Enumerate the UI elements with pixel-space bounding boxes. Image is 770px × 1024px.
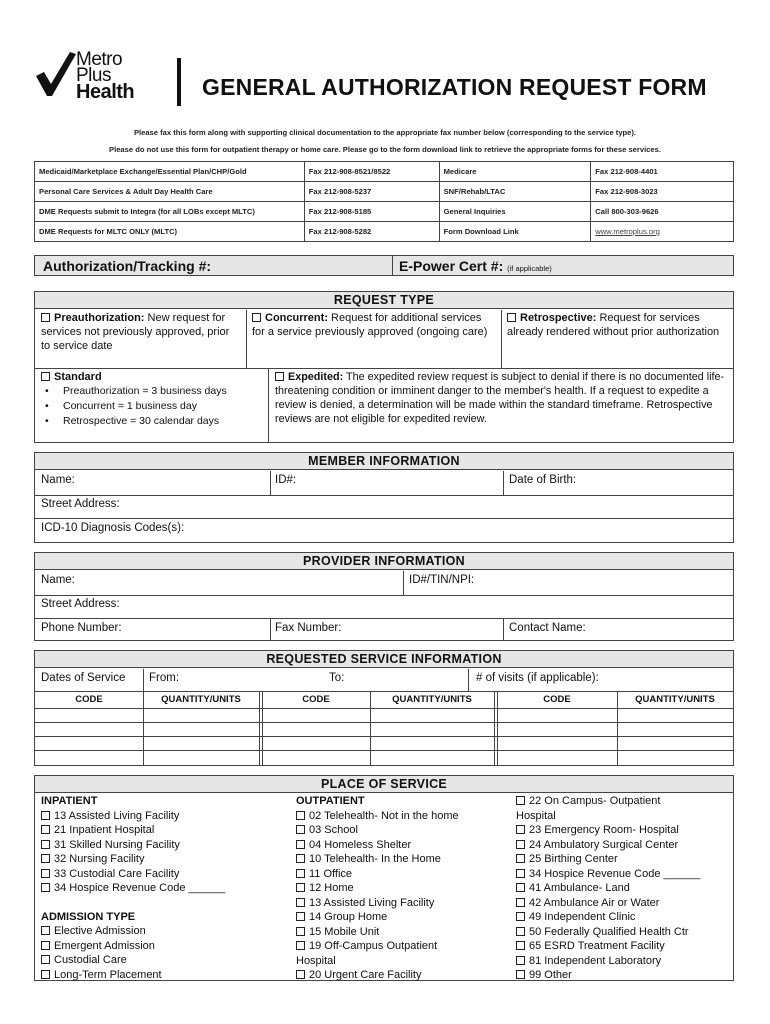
logo-line-1: Metro <box>76 49 123 70</box>
checkbox-item[interactable]: 49 Independent Clinic <box>516 910 732 925</box>
checkbox[interactable] <box>252 313 261 322</box>
epower-label: E-Power Cert #: <box>399 258 504 274</box>
code-header: CODE <box>543 694 571 705</box>
checkbox-item[interactable]: 10 Telehealth- In the Home <box>296 852 514 867</box>
checkbox-item[interactable]: Custodial Care <box>41 953 291 968</box>
provider-phone-field[interactable]: Phone Number: <box>41 622 122 634</box>
checkbox-item[interactable]: 32 Nursing Facility <box>41 852 291 867</box>
checkbox[interactable] <box>296 912 305 921</box>
fax-number-table <box>34 161 734 242</box>
request-type-section <box>34 291 734 443</box>
table-row <box>35 162 734 182</box>
checkbox-item[interactable]: 41 Ambulance- Land <box>516 881 732 896</box>
expedited-option[interactable] <box>275 370 729 426</box>
checkbox[interactable] <box>296 840 305 849</box>
quantity-header: QUANTITY/UNITS <box>635 694 715 705</box>
member-dob-field[interactable]: Date of Birth: <box>509 474 577 486</box>
checkbox-item[interactable]: 65 ESRD Treatment Facility <box>516 939 732 954</box>
checkbox-item[interactable]: Elective Admission <box>41 924 291 939</box>
checkbox[interactable] <box>296 811 305 820</box>
service-header: REQUESTED SERVICE INFORMATION <box>35 651 733 668</box>
form-download-link[interactable]: www.metroplus.org <box>595 227 660 236</box>
checkbox-item[interactable]: 20 Urgent Care Facility <box>296 968 514 983</box>
contact-name-field[interactable]: Contact Name: <box>509 622 586 634</box>
checkbox-item[interactable]: 22 On Campus- Outpatient <box>516 794 732 809</box>
checkbox-item[interactable]: 34 Hospice Revenue Code ______ <box>516 867 732 882</box>
epower-note: (if applicable) <box>507 264 552 273</box>
member-information-section <box>34 452 734 543</box>
checkbox[interactable] <box>507 313 516 322</box>
intro-line-1: Please fax this form along with supporting clinical documentation to the appropriate fax number below (corresponding to the service type). <box>133 128 637 137</box>
table-cell: Fax 212-908-5282 <box>304 222 439 242</box>
to-date-field[interactable]: To: <box>329 672 345 684</box>
checkbox-item[interactable]: 03 School <box>296 823 514 838</box>
table-cell: DME Requests for MLTC ONLY (MLTC) <box>35 222 305 242</box>
member-id-field[interactable]: ID#: <box>275 474 297 486</box>
checkbox-item[interactable]: 34 Hospice Revenue Code ______ <box>41 881 291 896</box>
option-text: The expedited review request is subject to denial if there is no documented life-threatening condition or imminent danger to the member's health. If a request to expedite a review is denied, a determination will be made within the standard timeframe. Retrospective reviews are not eligible for expedited review. <box>275 371 725 425</box>
table-cell <box>591 222 734 242</box>
checkbox[interactable] <box>41 854 50 863</box>
checkbox-item[interactable]: 02 Telehealth- Not in the home <box>296 809 514 824</box>
checkbox[interactable] <box>296 825 305 834</box>
checkbox[interactable] <box>296 898 305 907</box>
table-cell: SNF/Rehab/LTAC <box>439 182 591 202</box>
checkbox[interactable] <box>41 372 50 381</box>
checkbox[interactable] <box>516 898 525 907</box>
checkbox-item[interactable]: 04 Homeless Shelter <box>296 838 514 853</box>
checkbox[interactable] <box>516 927 525 936</box>
checkbox-item[interactable]: 19 Off-Campus Outpatient <box>296 939 514 954</box>
checkbox[interactable] <box>516 970 525 979</box>
member-header: MEMBER INFORMATION <box>35 453 733 470</box>
table-cell: Medicare <box>439 162 591 182</box>
option-title: Standard <box>54 371 102 383</box>
table-cell: DME Requests submit to Integra (for all LOBs except MLTC) <box>35 202 305 222</box>
table-row[interactable] <box>35 750 733 751</box>
checkbox[interactable] <box>41 941 50 950</box>
authorization-bar <box>34 255 734 276</box>
table-cell: Fax 212-908-8521/8522 <box>304 162 439 182</box>
provider-header: PROVIDER INFORMATION <box>35 553 733 570</box>
table-row <box>35 222 734 242</box>
other-places-column <box>516 794 732 983</box>
table-cell: Call 800-303-9626 <box>591 202 734 222</box>
requested-service-section <box>34 650 734 766</box>
checkbox[interactable] <box>516 869 525 878</box>
checkbox-item[interactable]: 81 Independent Laboratory <box>516 954 732 969</box>
checkbox[interactable] <box>41 313 50 322</box>
table-row <box>35 182 734 202</box>
checkbox[interactable] <box>516 825 525 834</box>
provider-fax-field[interactable]: Fax Number: <box>275 622 342 634</box>
inpatient-column <box>41 794 291 982</box>
logo-line-2: Plus <box>76 65 111 86</box>
provider-street-field[interactable]: Street Address: <box>41 598 120 610</box>
checkbox[interactable] <box>516 883 525 892</box>
checkbox-item[interactable]: 14 Group Home <box>296 910 514 925</box>
dates-of-service-label: Dates of Service <box>41 672 126 684</box>
checkbox[interactable] <box>296 854 305 863</box>
table-cell: Fax 212-908-5237 <box>304 182 439 202</box>
checkbox-item[interactable]: Long-Term Placement <box>41 968 291 983</box>
table-row[interactable] <box>35 722 733 723</box>
concurrent-option[interactable] <box>252 311 497 339</box>
provider-information-section <box>34 552 734 641</box>
provider-id-field[interactable]: ID#/TIN/NPI: <box>409 574 475 586</box>
checkbox-item[interactable]: 21 Inpatient Hospital <box>41 823 291 838</box>
quantity-header: QUANTITY/UNITS <box>161 694 241 705</box>
inpatient-heading: INPATIENT <box>41 795 98 807</box>
intro-line-2: Please do not use this form for outpatient therapy or home care. Please go to the form download link to retrieve the appropriate forms for these services. <box>109 145 661 154</box>
checkbox[interactable] <box>296 970 305 979</box>
checkbox-item[interactable]: 31 Skilled Nursing Facility <box>41 838 291 853</box>
epower-cert-field[interactable] <box>392 256 552 275</box>
preauthorization-option[interactable] <box>41 311 241 353</box>
checkbox-item[interactable]: 42 Ambulance Air or Water <box>516 896 732 911</box>
member-street-field[interactable]: Street Address: <box>41 498 120 510</box>
metroplus-logo <box>34 46 154 116</box>
checkbox-item[interactable]: 24 Ambulatory Surgical Center <box>516 838 732 853</box>
checkbox[interactable] <box>41 955 50 964</box>
checkbox-item[interactable]: 15 Mobile Unit <box>296 925 514 940</box>
request-type-header: REQUEST TYPE <box>35 292 733 309</box>
checkmark-icon <box>34 50 78 98</box>
checkbox[interactable] <box>41 970 50 979</box>
option-text: Request for services already rendered without prior authorization <box>507 312 720 338</box>
code-header: CODE <box>302 694 330 705</box>
admission-type-heading: ADMISSION TYPE <box>41 910 136 923</box>
checkbox[interactable] <box>41 869 50 878</box>
checkbox[interactable] <box>41 883 50 892</box>
place-of-service-section <box>34 775 734 981</box>
header-divider <box>177 58 181 106</box>
table-row <box>35 202 734 222</box>
logo-line-3: Health <box>76 81 135 103</box>
option-text: Request for additional services for a service previously approved (ongoing care) <box>252 312 488 338</box>
table-cell: Personal Care Services & Adult Day Health Care <box>35 182 305 202</box>
standard-option[interactable] <box>41 370 267 429</box>
member-name-field[interactable]: Name: <box>41 474 75 486</box>
from-date-field[interactable]: From: <box>149 672 180 684</box>
checkbox-item[interactable]: 12 Home <box>296 881 514 896</box>
table-cell: Fax 212-908-3023 <box>591 182 734 202</box>
outpatient-heading: OUTPATIENT <box>296 795 365 807</box>
table-cell: Form Download Link <box>439 222 591 242</box>
checkbox-item[interactable]: 13 Assisted Living Facility <box>296 896 514 911</box>
checkbox[interactable] <box>516 956 525 965</box>
option-title: Concurrent: <box>265 312 328 324</box>
form-title: GENERAL AUTHORIZATION REQUEST FORM <box>202 74 707 100</box>
checkbox[interactable] <box>296 927 305 936</box>
tracking-number-field[interactable]: Authorization/Tracking #: <box>43 258 212 274</box>
quantity-header: QUANTITY/UNITS <box>392 694 472 705</box>
checkbox[interactable] <box>296 869 305 878</box>
checkbox-item[interactable]: 50 Federally Qualified Health Ctr <box>516 925 732 940</box>
option-text: New request for services not previously approved, prior to service date <box>41 312 230 352</box>
checkbox-item[interactable]: 13 Assisted Living Facility <box>41 809 291 824</box>
checkbox-item[interactable]: 33 Custodial Care Facility <box>41 867 291 882</box>
number-of-visits-field[interactable]: # of visits (if applicable): <box>476 672 599 684</box>
list-item: • Concurrent = 1 business day <box>41 399 267 414</box>
checkbox[interactable] <box>41 825 50 834</box>
checkbox-item[interactable]: 11 Office <box>296 867 514 882</box>
table-row[interactable] <box>35 736 733 737</box>
checkbox-item-continued: Hospital <box>516 809 556 822</box>
checkbox-item[interactable]: 99 Other <box>516 968 732 983</box>
checkbox[interactable] <box>516 941 525 950</box>
retrospective-option[interactable] <box>507 311 729 339</box>
list-item: • Preauthorization = 3 business days <box>41 384 267 399</box>
list-item: • Retrospective = 30 calendar days <box>41 414 267 429</box>
table-cell: General Inquiries <box>439 202 591 222</box>
table-cell: Medicaid/Marketplace Exchange/Essential Plan/CHP/Gold <box>35 162 305 182</box>
table-cell: Fax 212-908-5185 <box>304 202 439 222</box>
provider-name-field[interactable]: Name: <box>41 574 75 586</box>
checkbox[interactable] <box>516 840 525 849</box>
checkbox-item-continued: Hospital <box>296 954 336 967</box>
checkbox[interactable] <box>275 372 284 381</box>
form-header <box>34 46 734 118</box>
checkbox[interactable] <box>41 926 50 935</box>
checkbox[interactable] <box>41 840 50 849</box>
checkbox[interactable] <box>296 941 305 950</box>
checkbox-item[interactable]: Emergent Admission <box>41 939 291 954</box>
option-title: Expedited: <box>288 371 344 383</box>
checkbox[interactable] <box>516 854 525 863</box>
code-header: CODE <box>75 694 103 705</box>
checkbox[interactable] <box>296 883 305 892</box>
outpatient-column <box>296 794 514 983</box>
icd10-codes-field[interactable]: ICD-10 Diagnosis Codes(s): <box>41 522 185 534</box>
option-title: Retrospective: <box>520 312 597 324</box>
checkbox[interactable] <box>516 796 525 805</box>
option-title: Preauthorization: <box>54 312 145 324</box>
checkbox[interactable] <box>41 811 50 820</box>
checkbox[interactable] <box>516 912 525 921</box>
table-cell: Fax 212-908-4401 <box>591 162 734 182</box>
checkbox-item[interactable]: 25 Birthing Center <box>516 852 732 867</box>
place-header: PLACE OF SERVICE <box>35 776 733 793</box>
checkbox-item[interactable]: 23 Emergency Room- Hospital <box>516 823 732 838</box>
